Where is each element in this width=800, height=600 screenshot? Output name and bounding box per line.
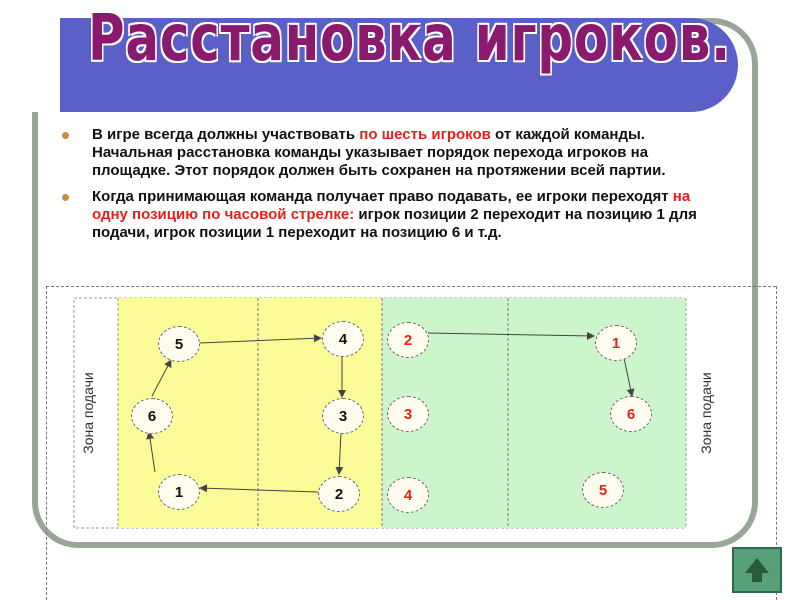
position-marker: 2	[318, 476, 360, 512]
slide-title: Расстановка игроков.	[88, 2, 731, 76]
position-marker: 2	[387, 322, 429, 358]
position-marker: 1	[595, 325, 637, 361]
position-marker: 3	[387, 396, 429, 432]
serve-zone-label-right: Зона подачи	[698, 372, 714, 454]
up-arrow-icon	[742, 555, 772, 585]
position-marker: 1	[158, 474, 200, 510]
nav-up-button[interactable]	[732, 547, 782, 593]
position-marker: 5	[158, 326, 200, 362]
highlight-text: на одну позицию по часовой стрелке:	[92, 188, 691, 223]
position-marker: 5	[582, 472, 624, 508]
position-marker: 6	[610, 396, 652, 432]
highlight-text: по шесть игроков	[359, 126, 491, 143]
bullet-item: Когда принимающая команда получает право подавать, ее игроки переходят на одну позицию по часовой стрелке: игрок позиции 2 переходит на позицию 1 для подачи, игрок позиции 1 переходит на позицию 6 и т.д.	[58, 188, 698, 242]
serve-zone-label-left: Зона подачи	[80, 372, 96, 454]
position-marker: 4	[322, 321, 364, 357]
position-marker: 6	[131, 398, 173, 434]
position-marker: 4	[387, 477, 429, 513]
bullet-item: В игре всегда должны участвовать по шесть игроков от каждой команды. Начальная расстановка команды указывает порядок перехода игроков на площадке. Этот порядок должен быть сохранен на протяжении всей партии.	[58, 126, 698, 180]
position-marker: 3	[322, 398, 364, 434]
